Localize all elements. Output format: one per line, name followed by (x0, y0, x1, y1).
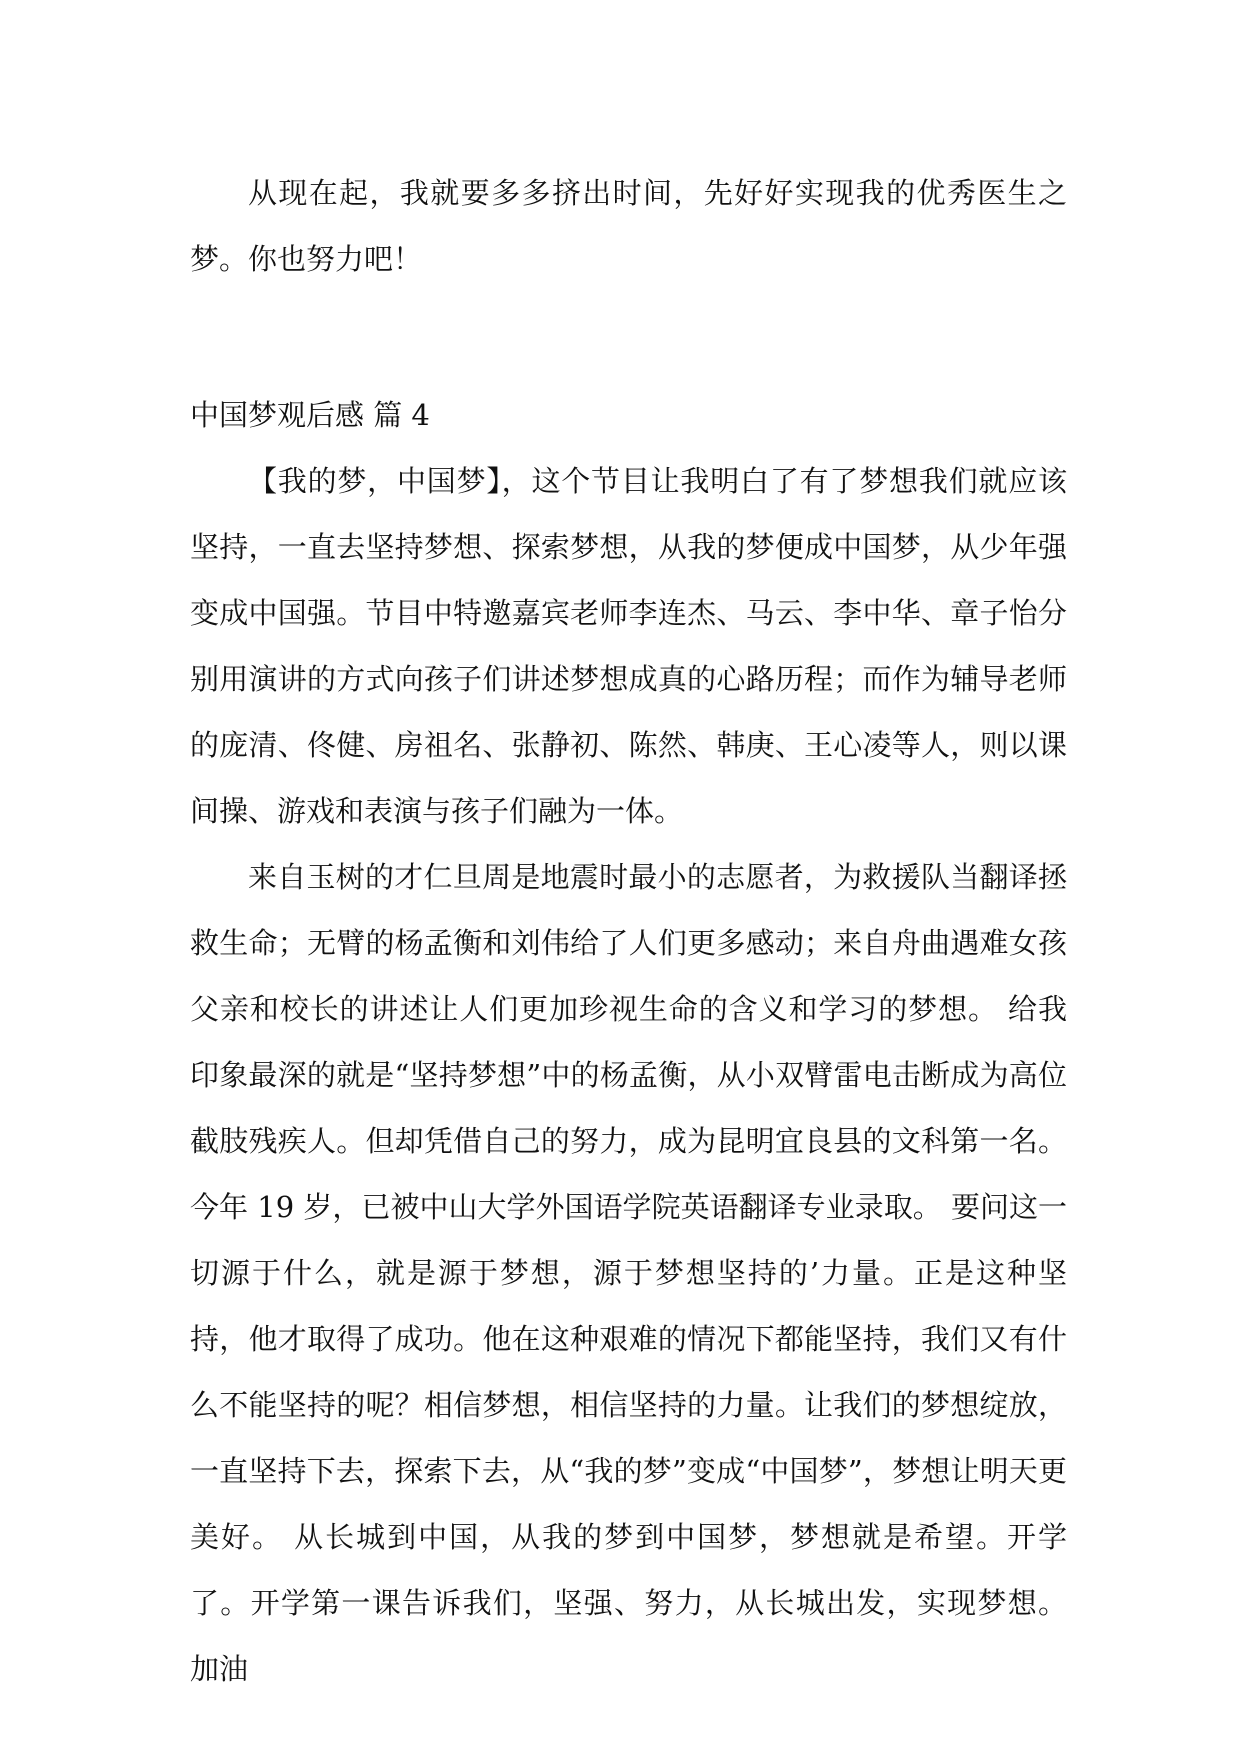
section-gap (190, 292, 1067, 382)
document-body (190, 160, 1067, 1702)
paragraph-program: 【我的梦，中国梦】，这个节目让我明白了有了梦想我们就应该坚持，一直去坚持梦想、探索梦想，从我的梦便成中国梦，从少年强变成中国强。节目中特邀嘉宾老师李连杰、马云、李中华、章子怡分别用演讲的方式向孩子们讲述梦想成真的心路历程；而作为辅导老师的庞清、佟健、房祖名、张静初、陈然、韩庚、王心凌等人，则以课间操、游戏和表演与孩子们融为一体。 (190, 464, 1067, 828)
paragraph-intro: 从现在起，我就要多多挤出时间，先好好实现我的优秀医生之梦。你也努力吧！ (190, 176, 1067, 276)
paragraph-stories: 来自玉树的才仁旦周是地震时最小的志愿者，为救援队当翻译拯救生命；无臂的杨孟衡和刘伟给了人们更多感动；来自舟曲遇难女孩父亲和校长的讲述让人们更加珍视生命的含义和学习的梦想。 给我印象最深的就是“坚持梦想”中的杨孟衡，从小双臂雷电击断成为高位截肢残疾人。但却凭借自己的努力，成为昆明宜良县的文科第一名。今年 19 岁，已被中山大学外国语学院英语翻译专业录取。 要问这一切源于什么，就是源于梦想，源于梦想坚持的’力量。正是这种坚持，他才取得了成功。他在这种艰难的情况下都能坚持，我们又有什么不能坚持的呢？相信梦想，相信坚持的力量。让我们的梦想绽放，一直坚持下去，探索下去，从“我的梦”变成“中国梦”，梦想让明天更美好。 从长城到中国，从我的梦到中国梦，梦想就是希望。开学了。开学第一课告诉我们，坚强、努力，从长城出发，实现梦想。 加油 (190, 860, 1067, 1686)
section-title: 中国梦观后感 篇 4 (190, 398, 430, 432)
